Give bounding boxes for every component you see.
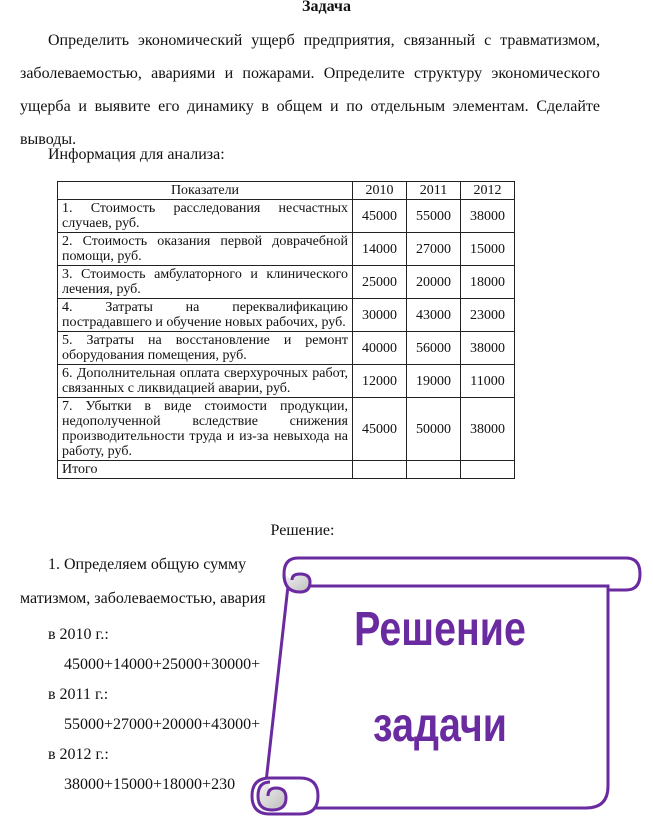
year-2012-label: в 2012 г.:	[48, 746, 109, 763]
row-label: 4. Затраты на переквалификацию пострадавшего и обучение новых рабочих, руб.	[58, 299, 353, 332]
calc-2010: 45000+14000+25000+30000+	[64, 656, 261, 673]
cell-2011: 50000	[407, 398, 461, 461]
table-header-row	[58, 182, 515, 200]
table-row	[58, 200, 515, 233]
row-label-total: Итого	[58, 461, 353, 479]
row-label: 7. Убытки в виде стоимости продукции, недополученной вследствие снижения производительности труда и из-за невыхода на работу, руб.	[58, 398, 353, 461]
banner-line-1: Решение	[354, 603, 526, 656]
year-2010-label: в 2010 г.:	[48, 626, 109, 643]
cell-2011	[407, 461, 461, 479]
calc-2012: 38000+15000+18000+230	[64, 776, 236, 793]
task-text: Определить экономический ущерб предприятия, связанный с травматизмом, заболеваемостью, авариями и пожарами. Определите структуру экономического ущерба и выявите его динамику в общем и по отдельным элементам. Сделайте выводы.	[20, 32, 600, 148]
cell-2010: 40000	[353, 332, 407, 365]
row-label: 3. Стоимость амбулаторного и клинического лечения, руб.	[58, 266, 353, 299]
cell-2011: 43000	[407, 299, 461, 332]
row-label: 6. Дополнительная оплата сверхурочных работ, связанных с ликвидацией аварии, руб.	[58, 365, 353, 398]
cell-2012: 38000	[461, 398, 515, 461]
scroll-banner-icon	[248, 556, 644, 818]
table-row	[58, 299, 515, 332]
cell-2010: 12000	[353, 365, 407, 398]
document-title: Задача	[302, 0, 351, 15]
step1-continuation: матизмом, заболеваемостью, авария	[20, 590, 266, 607]
cell-2010: 30000	[353, 299, 407, 332]
step1-text: 1. Определяем общую сумму	[48, 556, 247, 573]
year-2011-label: в 2011 г.:	[48, 686, 109, 703]
data-table	[57, 181, 515, 479]
solution-label: Решение:	[270, 522, 335, 539]
info-label: Информация для анализа:	[48, 146, 225, 163]
cell-2010: 25000	[353, 266, 407, 299]
cell-2011: 19000	[407, 365, 461, 398]
cell-2011: 20000	[407, 266, 461, 299]
table-row	[58, 332, 515, 365]
cell-2012: 38000	[461, 332, 515, 365]
row-label: 5. Затраты на восстановление и ремонт оборудования помещения, руб.	[58, 332, 353, 365]
banner-line-2: задачи	[373, 699, 507, 752]
header-indicators: Показатели	[58, 182, 353, 200]
cell-2012: 11000	[461, 365, 515, 398]
cell-2011: 55000	[407, 200, 461, 233]
table-row-total	[58, 461, 515, 479]
calc-2011: 55000+27000+20000+43000+	[64, 716, 261, 733]
cell-2010: 14000	[353, 233, 407, 266]
table-row	[58, 233, 515, 266]
row-label: 1. Стоимость расследования несчастных случаев, руб.	[58, 200, 353, 233]
task-paragraph	[20, 24, 600, 156]
cell-2012: 18000	[461, 266, 515, 299]
header-2010: 2010	[353, 182, 407, 200]
table-row	[58, 266, 515, 299]
header-2012: 2012	[461, 182, 515, 200]
cell-2012	[461, 461, 515, 479]
table-row	[58, 365, 515, 398]
cell-2010: 45000	[353, 398, 407, 461]
row-label: 2. Стоимость оказания первой доврачебной помощи, руб.	[58, 233, 353, 266]
header-2011: 2011	[407, 182, 461, 200]
cell-2011: 56000	[407, 332, 461, 365]
cell-2012: 15000	[461, 233, 515, 266]
table-row	[58, 398, 515, 461]
cell-2012: 23000	[461, 299, 515, 332]
cell-2010: 45000	[353, 200, 407, 233]
cell-2011: 27000	[407, 233, 461, 266]
cell-2012: 38000	[461, 200, 515, 233]
cell-2010	[353, 461, 407, 479]
